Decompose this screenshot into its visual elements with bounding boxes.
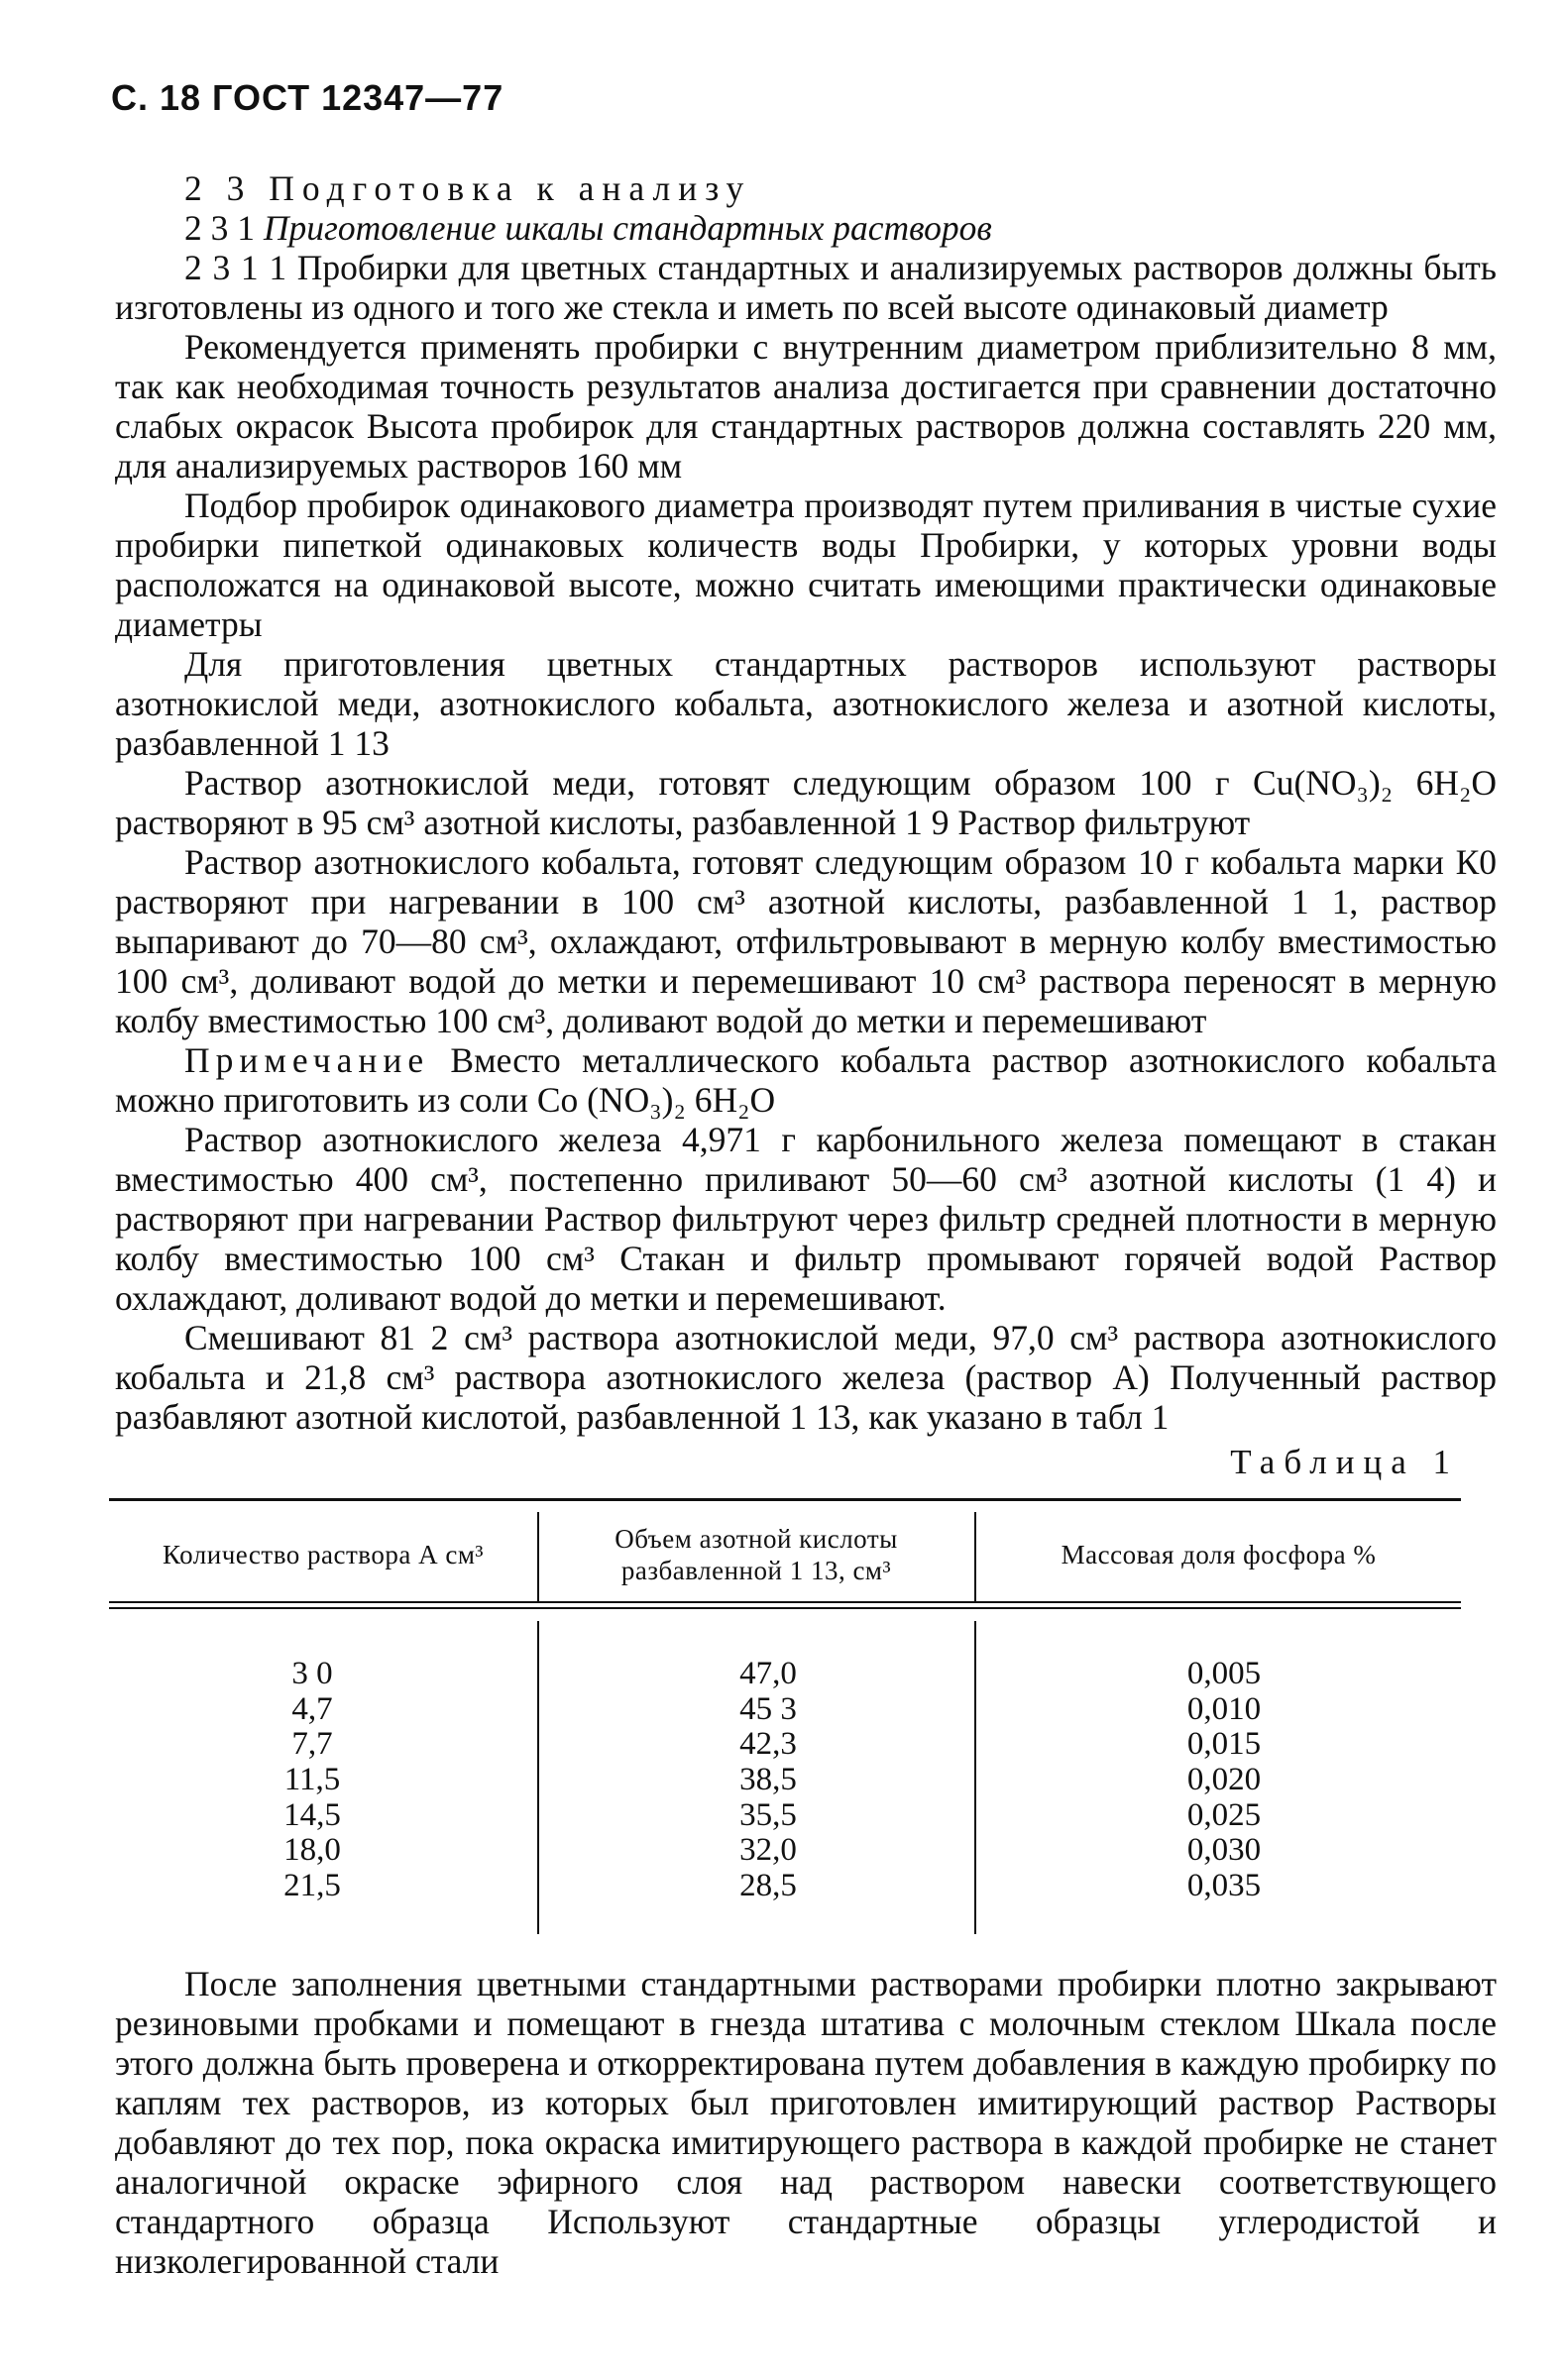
table-body-divider-2: [974, 1621, 976, 1934]
table-cell: 28,5: [739, 1868, 797, 1904]
table-column-acid-volume: [704, 1657, 833, 1904]
table-body-divider-1: [537, 1621, 539, 1934]
paragraph-tube-selection: Подбор пробирок одинакового диаметра производят путем приливания в чистые сухие пробирки пипеткой одинаковых количеств воды Пробирки, у которых уровни воды расположатся на одинаковой высоте, можно считать имеющими практически одинаковые диаметры: [115, 486, 1497, 644]
subsection-heading: [184, 208, 1497, 248]
table-header-phosphorus: Массовая доля фосфора %: [1061, 1540, 1377, 1569]
paragraph-after-filling: После заполнения цветными стандартными растворами пробирки плотно закрывают резиновыми пробками и помещают в гнезда штатива с молочным стеклом Шкала после этого должна быть проверена и откорректирована путем добавления в каждую пробирку по каплям тех растворов, из которых был приготовлен имитирующий раствор Растворы добавляют до тех пор, пока окраска имитирующего раствора в каждой пробирке не станет аналогичной окраске эфирного слоя над раствором навески соответствующего стандартного образца Используют стандартные образцы углеродистой и низколегированной стали: [115, 1964, 1497, 2281]
table-cell: 42,3: [739, 1726, 797, 1763]
table-cell: 14,5: [283, 1796, 341, 1833]
subsection-number: 2 3 1: [184, 208, 255, 248]
body-text: [115, 168, 1497, 1437]
table-cell: 38,5: [739, 1762, 797, 1798]
table-cell: 0,020: [1186, 1762, 1262, 1798]
subsection-title: Приготовление шкалы стандартных растворов: [263, 208, 992, 248]
table-header-rule-2: [109, 1607, 1461, 1609]
table-top-rule: [109, 1498, 1461, 1501]
table-cell: 0,035: [1186, 1868, 1262, 1904]
note-label: Примечание: [184, 1040, 430, 1080]
table-column-amount: [258, 1657, 367, 1904]
table-header-acid-volume: Объем азотной кислоты разбавленной 1 13, см³: [615, 1524, 898, 1585]
table-header-divider-1: [537, 1512, 539, 1601]
table-cell: 35,5: [739, 1796, 797, 1833]
note-text: Вместо металлического кобальта раствор азотнокислого кобальта можно приготовить из соли Co (NO₃)₂ 6H₂O: [115, 1040, 1497, 1120]
table-cell: 32,0: [739, 1832, 797, 1869]
table-caption: Таблица 1: [1230, 1443, 1459, 1481]
page-header: С. 18 ГОСТ 12347—77: [111, 77, 504, 118]
paragraph-tube-diameter: Рекомендуется применять пробирки с внутренним диаметром приблизительно 8 мм, так как необходимая точность результатов анализа достигается при сравнении достаточно слабых окрасок Высота пробирок для стандартных растворов должна составлять 220 мм, для анализируемых растворов 160 мм: [115, 327, 1497, 486]
table-header-amount: Количество раствора А см³: [162, 1540, 485, 1569]
section-heading: 2 3 Подготовка к анализу: [184, 168, 752, 208]
table-cell: 21,5: [283, 1868, 341, 1904]
table-header-rule-1: [109, 1601, 1461, 1603]
table-cell: 18,0: [283, 1832, 341, 1869]
paragraph-cobalt-nitrate: Раствор азотнокислого кобальта, готовят следующим образом 10 г кобальта марки К0 растворяют при нагревании в 100 см³ азотной кислоты, разбавленной 1 1, раствор выпаривают до 70—80 см³, охлаждают, отфильтровывают в мерную колбу вместимостью 100 см³, доливают водой до метки и перемешивают 10 см³ раствора переносят в мерную колбу вместимостью 100 см³, доливают водой до метки и перемешивают: [115, 842, 1497, 1040]
table-cell: 3 0: [291, 1656, 333, 1691]
table-cell: 11,5: [283, 1762, 341, 1798]
paragraph-copper-nitrate: Раствор азотнокислой меди, готовят следующим образом 100 г Cu(NO₃)₂ 6H₂O растворяют в 95 см³ азотной кислоты, разбавленной 1 9 Раствор фильтруют: [115, 763, 1497, 842]
paragraph-2311: 2 3 1 1 Пробирки для цветных стандартных и анализируемых растворов должны быть изготовлены из одного и того же стекла и иметь по всей высоте одинаковый диаметр: [115, 248, 1497, 327]
paragraph-solutions-used: Для приготовления цветных стандартных растворов используют растворы азотнокислой меди, азотнокислого кобальта, азотнокислого железа и азотной кислоты, разбавленной 1 13: [115, 644, 1497, 763]
table-cell: 45 3: [739, 1690, 797, 1727]
paragraph-note: [115, 1040, 1497, 1120]
table-column-phosphorus: [1150, 1657, 1298, 1904]
table-cell: 47,0: [739, 1656, 797, 1691]
table-cell: 7,7: [291, 1726, 333, 1763]
table-cell: 0,025: [1186, 1796, 1262, 1833]
table-cell: 4,7: [291, 1690, 333, 1727]
closing-text: [115, 1964, 1497, 2281]
table-cell: 0,015: [1186, 1726, 1262, 1763]
paragraph-mixing: Смешивают 81 2 см³ раствора азотнокислой меди, 97,0 см³ раствора азотнокислого кобальта и 21,8 см³ раствора азотнокислого железа (раствор А) Полученный раствор разбавляют азотной кислотой, разбавленной 1 13, как указано в табл 1: [115, 1318, 1497, 1437]
table-cell: 0,005: [1186, 1656, 1262, 1691]
table-cell: 0,030: [1186, 1832, 1262, 1869]
paragraph-iron-nitrate: Раствор азотнокислого железа 4,971 г карбонильного железа помещают в стакан вместимостью 400 см³, постепенно приливают 50—60 см³ азотной кислоты (1 4) и растворяют при нагревании Раствор фильтруют через фильтр средней плотности в мерную колбу вместимостью 100 см³ Стакан и фильтр промывают горячей водой Раствор охлаждают, доливают водой до метки и перемешивают.: [115, 1120, 1497, 1318]
table-cell: 0,010: [1186, 1690, 1262, 1727]
